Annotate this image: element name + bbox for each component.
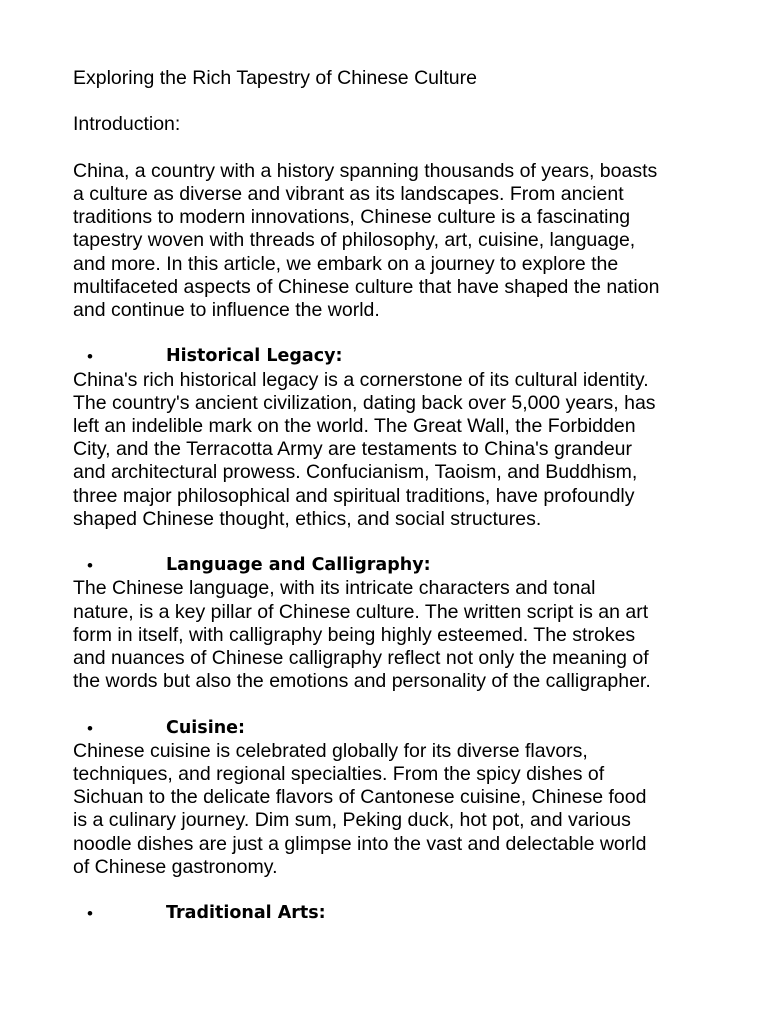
section-heading: Historical Legacy: (166, 346, 343, 367)
section-paragraph (73, 369, 713, 531)
section-paragraph (73, 577, 713, 693)
intro-line: traditions to modern innovations, Chinese culture is a fascinating (73, 206, 631, 229)
section-line: The country's ancient civilization, dating back over 5,000 years, has (73, 391, 656, 414)
section-line: City, and the Terracotta Army are testaments to China's grandeur (73, 438, 633, 461)
section-line: and nuances of Chinese calligraphy reflect not only the meaning of (73, 646, 649, 669)
section-heading: Traditional Arts: (166, 903, 326, 924)
section-line: China's rich historical legacy is a cornerstone of its cultural identity. (73, 368, 649, 391)
section-line: left an indelible mark on the world. The Great Wall, the Forbidden (73, 414, 636, 437)
section-line: and architectural prowess. Confucianism, Taoism, and Buddhism, (73, 461, 638, 484)
section-language-calligraphy (73, 554, 713, 693)
section-line: is a culinary journey. Dim sum, Peking duck, hot pot, and various (73, 809, 631, 832)
document-page (73, 67, 713, 949)
document-title: Exploring the Rich Tapestry of Chinese Culture (73, 67, 477, 89)
intro-line: multifaceted aspects of Chinese culture that have shaped the nation (73, 275, 660, 298)
section-line: Chinese cuisine is celebrated globally for its diverse flavors, (73, 739, 588, 762)
section-line: shaped Chinese thought, ethics, and social structures. (73, 507, 542, 530)
section-heading-row (73, 717, 713, 740)
section-line: The Chinese language, with its intricate characters and tonal (73, 577, 596, 600)
intro-line: China, a country with a history spanning thousands of years, boasts (73, 159, 658, 182)
section-heading-row (73, 554, 713, 577)
section-line: form in itself, with calligraphy being highly esteemed. The strokes (73, 623, 636, 646)
section-line: three major philosophical and spiritual traditions, have profoundly (73, 484, 635, 507)
section-paragraph (73, 740, 713, 879)
section-historical-legacy (73, 345, 713, 531)
section-heading: Language and Calligraphy: (166, 555, 431, 576)
intro-line: tapestry woven with threads of philosophy, art, cuisine, language, (73, 229, 636, 252)
section-line: the words but also the emotions and personality of the calligrapher. (73, 670, 651, 693)
section-line: techniques, and regional specialties. From the spicy dishes of (73, 762, 605, 785)
bullet-icon: • (87, 904, 93, 924)
section-heading: Cuisine: (166, 717, 246, 738)
section-line: noodle dishes are just a glimpse into the vast and delectable world (73, 832, 647, 855)
intro-line: and more. In this article, we embark on a journey to explore the (73, 252, 619, 275)
intro-heading: Introduction: (73, 113, 181, 136)
section-line: nature, is a key pillar of Chinese culture. The written script is an art (73, 600, 649, 623)
section-line: Sichuan to the delicate flavors of Cantonese cuisine, Chinese food (73, 786, 647, 809)
section-line: of Chinese gastronomy. (73, 855, 278, 878)
intro-line: a culture as diverse and vibrant as its landscapes. From ancient (73, 182, 624, 205)
bullet-icon: • (87, 556, 93, 576)
section-heading-row (73, 902, 713, 925)
bullet-icon: • (87, 347, 93, 367)
intro-paragraph (73, 160, 713, 322)
section-cuisine (73, 717, 713, 879)
intro-line: and continue to influence the world. (73, 299, 380, 321)
section-heading-row (73, 345, 713, 368)
section-traditional-arts (73, 902, 713, 925)
bullet-icon: • (87, 718, 93, 738)
